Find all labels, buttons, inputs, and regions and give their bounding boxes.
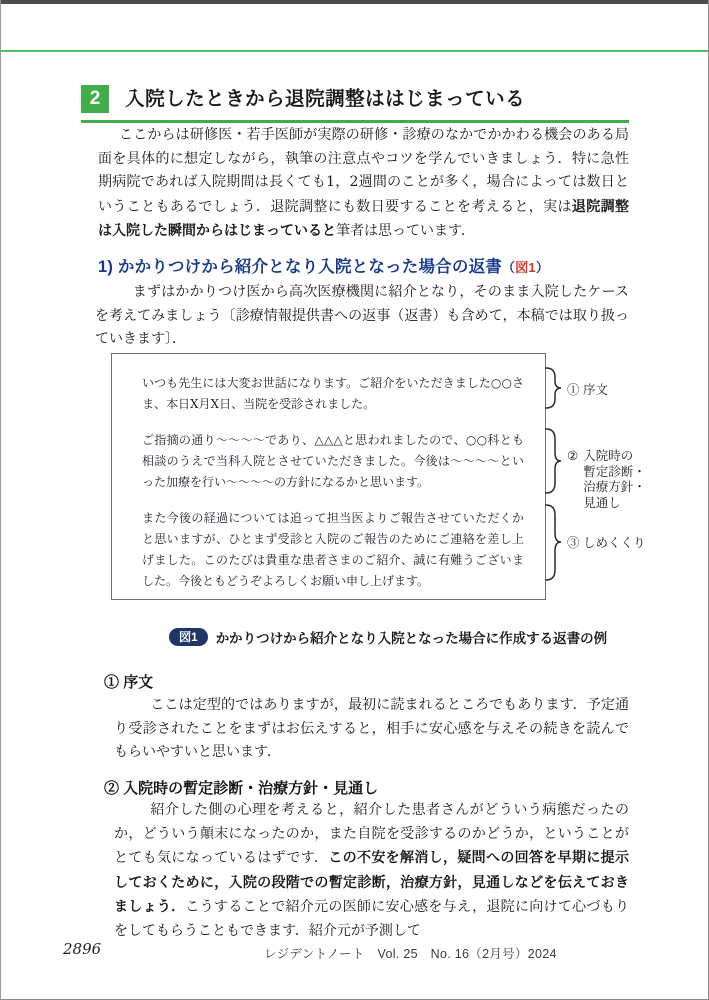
intro-text-post: 筆者は思っています． — [336, 223, 475, 239]
lead-paragraph: まずはかかりつけ医から高次医療機関に紹介となり，そのまま入院したケースを考えてみましょう〔診療情報提供書への返事（返書）も含めて，本稿では取り扱っていきます〕． — [95, 284, 629, 347]
journal-footer: レジデントノート Vol. 25 No. 16（2月号）2024 — [264, 947, 557, 961]
subsection-2-body — [114, 799, 629, 943]
top-green-rule — [1, 50, 709, 52]
figref-label: 図1 — [515, 260, 536, 275]
figure-badge: 図1 — [169, 628, 208, 646]
annotation-text: しめくくり — [583, 536, 646, 550]
section-title: 入院したときから退院調整ははじまっている — [125, 88, 526, 110]
figref-paren-close: ） — [535, 260, 550, 275]
annotation-text: 序文 — [583, 383, 609, 397]
annotation-label-1 — [567, 383, 608, 399]
brace-icon — [544, 366, 563, 410]
subsection-2-text-pre: 紹介した側の心理を考えると，紹介した患者さんがどういう病態だったのか，どういう顛末になったのか，また自院を受診するのかどうか，ということがとても気になっているはずです． — [114, 802, 629, 866]
intro-text-pre: ここからは研修医・若手医師が実際の研修・診療のなかでかかわる機会のある局面を具体的に想定しながら，執筆の注意点やコツを学んでいきましょう．特に急性期病院であれば入院期間は長くても1，2週間のことが多く，場合によっては数日ということもあるでしょう．退院調整にも数日要することを考えると，実は — [98, 127, 629, 215]
annotation-line: 見通し — [583, 495, 621, 510]
annotation-line: 治療方針・ — [583, 480, 646, 494]
intro-paragraph — [98, 124, 629, 244]
subsection-heading-text: かかりつけから紹介となり入院となった場合の返書 — [117, 258, 502, 276]
subsection-heading-1 — [98, 253, 549, 277]
annotation-text — [583, 449, 646, 511]
annotation-line: 入院時の — [583, 449, 634, 463]
subsection-2-text-post: こうすることで紹介元の医師に安心感を与え，退院に向けて心づもりをしてもらうこともできます．紹介元が予測して — [114, 899, 629, 939]
letter-paragraph-1: いつも先生には大変お世話になります。ご紹介をいただきました○○さま、本日X月X日、当院を受診されました。 — [142, 376, 524, 411]
letter-example-box — [111, 353, 546, 600]
letter-paragraph-3: また今後の経過については追って担当医よりご報告させていただくかと思いますが、ひとまず受診と入院のご報告のためにご連絡を差し上げました。このたびは貴重な患者さまのご紹介、誠に有難うございました。今後ともどうぞよろしくお願い申し上げます。 — [142, 511, 524, 588]
subsection-2-text-bold: この不安を解消し，疑問への回答を早期に提示しておくために，入院の段階での暫定診断，治療方針，見通しなどを伝えておきましょう． — [114, 849, 629, 914]
subsection-2-heading: ② 入院時の暫定診断・治療方針・見通し — [104, 780, 379, 797]
figure-caption-text: かかりつけから紹介となり入院となった場合に作成する返書の例 — [215, 631, 608, 646]
brace-icon — [544, 427, 563, 495]
subsection-heading-label: 1) — [98, 258, 114, 276]
header-green-underline — [81, 120, 629, 123]
intro-text-bold: 退院調整は入院した瞬間からはじまっていると — [98, 197, 630, 238]
annotation-marker: ① — [567, 383, 580, 397]
figure-reference — [502, 260, 549, 275]
subsection-1-body: ここは定型的ではありますが，最初に読まれるところでもあります．予定通り受診されたことをまずはお伝えすると，相手に安心感を与えその続きを読んでもらいやすいと思います． — [114, 697, 629, 760]
annotation-line: 暫定診断・ — [583, 464, 646, 479]
brace-icon — [544, 503, 563, 581]
subsection-1-heading: ① 序文 — [104, 674, 154, 691]
figref-paren-open: （ — [501, 260, 516, 275]
annotation-marker: ③ — [567, 536, 580, 550]
section-header — [81, 85, 629, 113]
annotation-marker: ② — [567, 449, 579, 463]
page-top-edge — [1, 0, 709, 4]
annotation-label-3 — [567, 536, 646, 552]
section-number-badge: 2 — [81, 85, 109, 113]
annotation-label-2 — [567, 449, 646, 511]
letter-paragraph-2: ご指摘の通り～～～～であり、△△△と思われましたので、○○科とも相談のうえで当科入院とさせていただきました。今後は～～～～といった加療を行い～～～～の方針になるかと思います。 — [142, 433, 524, 489]
figure-caption — [169, 627, 607, 647]
page-number: 2896 — [63, 940, 102, 958]
